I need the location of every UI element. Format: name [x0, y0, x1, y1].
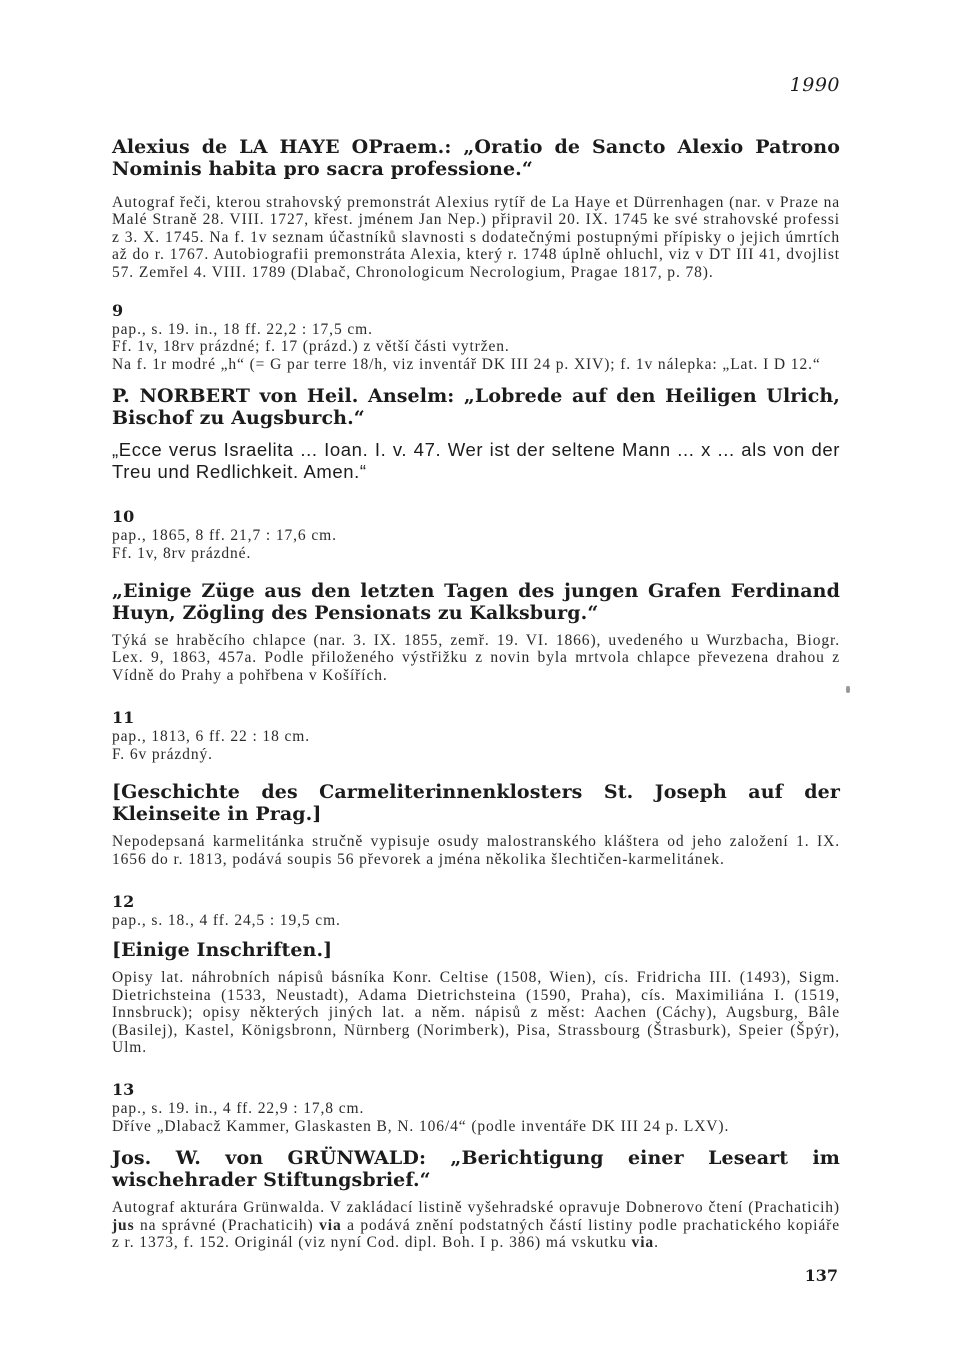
entry-title: P. NORBERT von Heil. Anselm: „Lobrede auf den Heiligen Ulrich, Bischof zu Augsburch.“ [112, 385, 840, 430]
entry-number: 12 [112, 891, 135, 911]
entry-meta-line: F. 6v prázdný. [112, 745, 213, 763]
reading-via: via [319, 1216, 342, 1234]
text-run: Autograf akturára Grünwalda. V zakládací listině vyšehradské opravuje Dobnerovo čtení (Prachaticih) [112, 1199, 840, 1217]
entry-meta-line: pap., 1813, 6 ff. 22 : 18 cm. [112, 728, 311, 746]
paper-speck [846, 686, 850, 693]
entry-title: Alexius de LA HAYE OPraem.: „Oratio de Sancto Alexio Patrono Nominis habita pro sacra professione.“ [112, 136, 840, 180]
entry-meta-line: pap., s. 18., 4 ff. 24,5 : 19,5 cm. [112, 911, 341, 929]
entry-meta-line: Na f. 1r modré „h“ (= G par terre 18/h, viz inventář DK III 24 p. XIV); f. 1v nálepka: „Lat. I D 12.“ [112, 355, 821, 373]
entry-meta-line: Ff. 1v, 8rv prázdné. [112, 544, 252, 562]
entry-meta-line: pap., s. 19. in., 4 ff. 22,9 : 17,8 cm. [112, 1100, 365, 1118]
text-run: a podává znění podstatných částí listiny podle prachatického kopiáře z r. 1373, f. 152. Originál (viz nyní Cod. dipl. Boh. I p. 386) má vskutku [112, 1216, 840, 1251]
entry-meta-line: Ff. 1v, 18rv prázdné; f. 17 (prázd.) z větší části vytržen. [112, 338, 510, 356]
page-number: 137 [804, 1266, 838, 1285]
entry-number: 11 [112, 708, 135, 728]
entry-incipit: „Ecce verus Israelita ... Ioan. I. v. 47. Wer ist der seltene Mann ... x ... als von der Treu und Redlichkeit. Amen.“ [112, 439, 840, 483]
entry-number: 9 [112, 301, 124, 321]
entry-description: Týká se hraběcího chlapce (nar. 3. IX. 1855, zemř. 19. VI. 1866), uvedeného u Wurzbacha, Biogr. Lex. 9, 1863, 457a. Podle přiloženého výstřižku z novin byla mrtvola chlapce převezena drahou z Vídně do Prahy a pohřbena v Košířích. [112, 632, 840, 684]
entry-meta-line: pap., s. 19. in., 18 ff. 22,2 : 17,5 cm. [112, 321, 373, 339]
entry-number: 13 [112, 1080, 135, 1100]
entry-title: Jos. W. von GRÜNWALD: „Berichtigung einer Leseart im wischehrader Stiftungsbrief.“ [112, 1147, 840, 1192]
catalogue-entries [112, 136, 840, 1251]
entry-description: Nepodepsaná karmelitánka stručně vypisuje osudy malostranského kláštera od jeho založení 1. IX. 1656 do r. 1813, podává soupis 56 převorek a jména několika šlechtičen-karmelitánek. [112, 833, 840, 868]
entry-meta-line: pap., 1865, 8 ff. 21,7 : 17,6 cm. [112, 527, 337, 545]
entry-description: Opisy lat. náhrobních nápisů básníka Konr. Celtise (1508, Wien), cís. Fridricha III. (1493), Sigm. Dietrichsteina (1533, Neustadt), Adama Dietrichsteina (1590, Praha), cís. Maximiliána I. (1519, Innsbruck); opisy některých jiných lat. a něm. nápisů z měst: Aachen (Cáchy), Augsburg, Bâle (Basilej), Kastel, Königsbronn, Nürnberg (Norimberk), Pisa, Strassbourg (Štrasburk), Speier (Špýr), Ulm. [112, 969, 840, 1056]
text-run: na správné (Prachaticih) [134, 1216, 320, 1234]
entry-title: „Einige Züge aus den letzten Tagen des jungen Grafen Ferdinand Huyn, Zögling des Pensionats zu Kalksburg.“ [112, 580, 840, 625]
text-run: . [654, 1233, 659, 1251]
entry-meta-line: Dříve „Dlabacž Kammer, Glaskasten B, N. 106/4“ (podle inventáře DK III 24 p. LXV). [112, 1117, 730, 1135]
entry-description [112, 1199, 840, 1251]
entry-title: [Einige Inschriften.] [112, 939, 333, 962]
reading-via: via [631, 1233, 655, 1251]
entry-number: 10 [112, 507, 135, 527]
reading-jus: jus [112, 1216, 135, 1234]
entry-description: Autograf řeči, kterou strahovský premonstrát Alexius rytíř de La Haye et Dürrenhagen (nar. v Praze na Malé Straně 28. VIII. 1727, křest. jménem Jan Nep.) připravil 20. IX. 1745 ke své strahovské professi z 3. X. 1745. Na f. 1v seznam účastníků slavnosti s dodatečnými postupnými přípisky o jejich úmrtích až do r. 1767. Autobiografii premonstráta Alexia, který r. 1748 úplně ohluchl, viz v DT III 41, dvojlist 57. Zemřel 4. VIII. 1789 (Dlabač, Chronologicum Necrologium, Pragae 1817, p. 78). [112, 194, 840, 281]
entry-title: [Geschichte des Carmeliterinnenklosters St. Joseph auf der Kleinseite in Prag.] [112, 781, 840, 826]
running-number: 1990 [789, 74, 840, 96]
